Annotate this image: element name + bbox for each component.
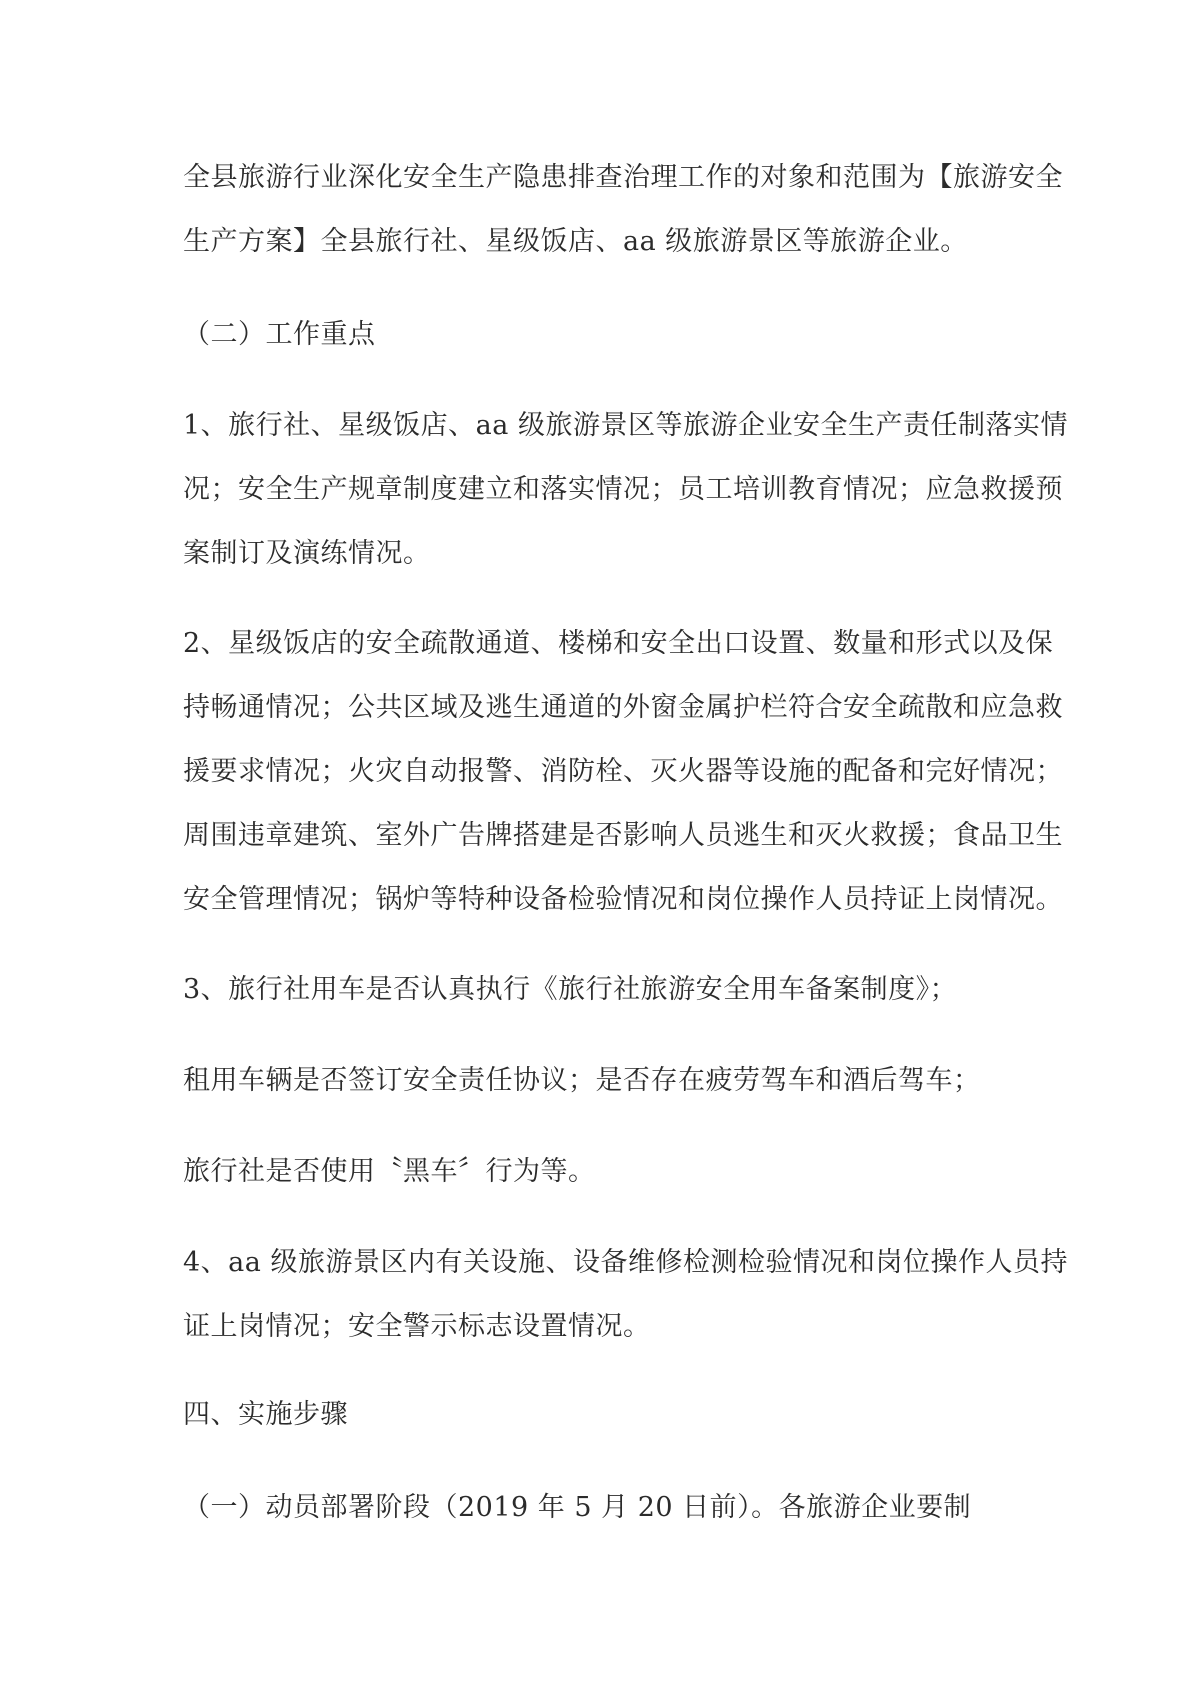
text-line: （一）动员部署阶段（2019 年 5 月 20 日前）。各旅游企业要制 (183, 1492, 972, 1523)
text-line: 持畅通情况；公共区域及逃生通道的外窗金属护栏符合安全疏散和应急救 (183, 692, 1063, 723)
paragraph-point-3b (183, 1049, 1043, 1113)
paragraph-point-1 (183, 394, 1068, 586)
text-line: 周围违章建筑、室外广告牌搭建是否影响人员逃生和灭火救援；食品卫生 (183, 820, 1063, 851)
paragraph-point-3c (183, 1140, 1043, 1204)
paragraph-scope (183, 146, 1063, 274)
paragraph-point-4 (183, 1231, 1068, 1359)
paragraph-step-1 (183, 1476, 1043, 1540)
text-line: 安全管理情况；锅炉等特种设备检验情况和岗位操作人员持证上岗情况。 (183, 884, 1063, 915)
text-line: 租用车辆是否签订安全责任协议；是否存在疲劳驾车和酒后驾车； (183, 1065, 981, 1096)
text-line: 旅行社是否使用〝黑车〞行为等。 (183, 1156, 596, 1187)
section-heading-steps (183, 1383, 1043, 1447)
text-line: 生产方案】全县旅行社、星级饭店、aa 级旅游景区等旅游企业。 (183, 226, 968, 257)
text-line: 1、旅行社、星级饭店、aa 级旅游景区等旅游企业安全生产责任制落实情 (183, 410, 1068, 441)
text-line: 援要求情况；火灾自动报警、消防栓、灭火器等设施的配备和完好情况； (183, 756, 1063, 787)
text-line: 四、实施步骤 (183, 1399, 348, 1430)
section-heading-key-points (183, 303, 1043, 367)
text-line: 2、星级饭店的安全疏散通道、楼梯和安全出口设置、数量和形式以及保 (183, 628, 1054, 659)
paragraph-point-2 (183, 612, 1063, 932)
text-line: （二）工作重点 (183, 319, 376, 350)
paragraph-point-3a (183, 958, 1043, 1022)
text-line: 案制订及演练情况。 (183, 538, 431, 569)
text-line: 证上岗情况；安全警示标志设置情况。 (183, 1311, 651, 1342)
text-line: 全县旅游行业深化安全生产隐患排查治理工作的对象和范围为【旅游安全 (183, 162, 1063, 193)
text-line: 4、aa 级旅游景区内有关设施、设备维修检测检验情况和岗位操作人员持 (183, 1247, 1068, 1278)
text-line: 3、旅行社用车是否认真执行《旅行社旅游安全用车备案制度》； (183, 974, 958, 1005)
text-line: 况；安全生产规章制度建立和落实情况；员工培训教育情况；应急救援预 (183, 474, 1063, 505)
